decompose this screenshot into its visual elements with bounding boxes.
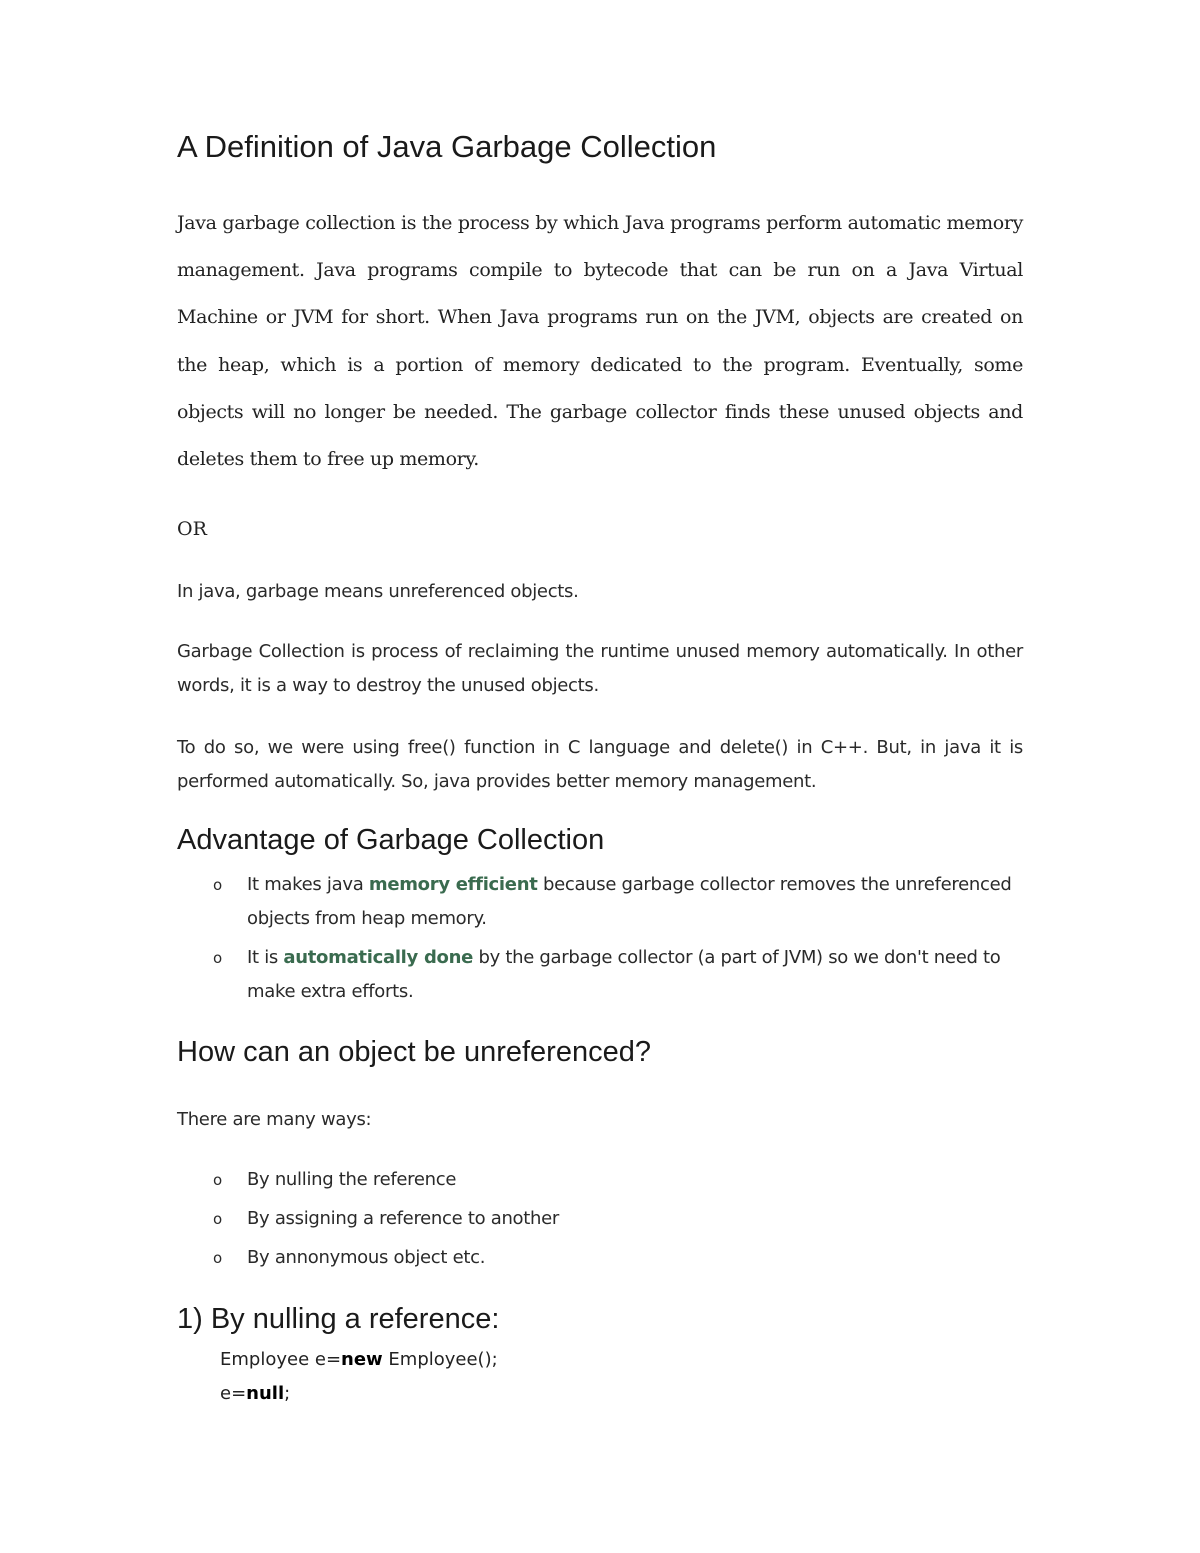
code-keyword: null: [246, 1383, 285, 1404]
list-item: [177, 1163, 1023, 1197]
bullet-marker: o: [213, 1249, 222, 1267]
way-text: By annonymous object etc.: [247, 1247, 486, 1268]
ways-intro: There are many ways:: [177, 1109, 372, 1130]
memory-management-paragraph: To do so, we were using free() function in C language and delete() in C++. But, in java it is performed automatically. So, java provides better memory management.: [177, 737, 1023, 792]
way-text: By assigning a reference to another: [247, 1208, 560, 1229]
bullet-marker: o: [213, 949, 222, 967]
code-text: Employee e=: [220, 1349, 342, 1370]
unreferenced-heading: How can an object be unreferenced?: [177, 1036, 651, 1068]
advantage-highlight: automatically done: [283, 947, 474, 968]
bullet-marker: o: [213, 1171, 222, 1189]
advantage-highlight: memory efficient: [368, 874, 538, 895]
unreferenced-ways-list: [177, 1163, 1023, 1275]
code-keyword: new: [341, 1349, 383, 1370]
bullet-marker: o: [213, 876, 222, 894]
advantage-text-before: It is: [247, 947, 284, 968]
bullet-marker: o: [213, 1210, 222, 1228]
or-separator: OR: [177, 518, 207, 540]
list-item: [177, 1241, 1023, 1275]
code-text: e=: [220, 1383, 247, 1404]
intro-paragraph: Java garbage collection is the process by which Java programs perform automatic memory management. Java programs compile to bytecode that can be run on a Java Virtual Machine or JVM for short. When Java programs run on the JVM, objects are created on the heap, which is a portion of memory dedicated to the program. Eventually, some objects will no longer be needed. The garbage collector finds these unused objects and deletes them to free up memory.: [177, 212, 1023, 471]
code-line-2: [220, 1377, 290, 1411]
page-title: A Definition of Java Garbage Collection: [177, 129, 717, 164]
garbage-definition-paragraph: In java, garbage means unreferenced objects.: [177, 581, 579, 602]
code-line-1: [220, 1343, 498, 1377]
gc-process-paragraph: Garbage Collection is process of reclaiming the runtime unused memory automatically. In other words, it is a way to destroy the unused objects.: [177, 641, 1023, 696]
list-item: [177, 1202, 1023, 1236]
advantage-list: [177, 868, 1023, 1009]
list-item: [177, 868, 1023, 936]
code-text: ;: [284, 1383, 291, 1404]
advantage-heading: Advantage of Garbage Collection: [177, 824, 605, 856]
code-text: Employee();: [382, 1349, 498, 1370]
advantage-text-before: It makes java: [247, 874, 369, 895]
nulling-heading: 1) By nulling a reference:: [177, 1303, 500, 1335]
way-text: By nulling the reference: [247, 1169, 457, 1190]
advantage-text-after: by the garbage collector (a part of JVM) so we don't need to make extra efforts.: [247, 947, 1001, 1002]
list-item: [177, 941, 1023, 1009]
advantage-text-after: because garbage collector removes the unreferenced objects from heap memory.: [247, 874, 1012, 929]
